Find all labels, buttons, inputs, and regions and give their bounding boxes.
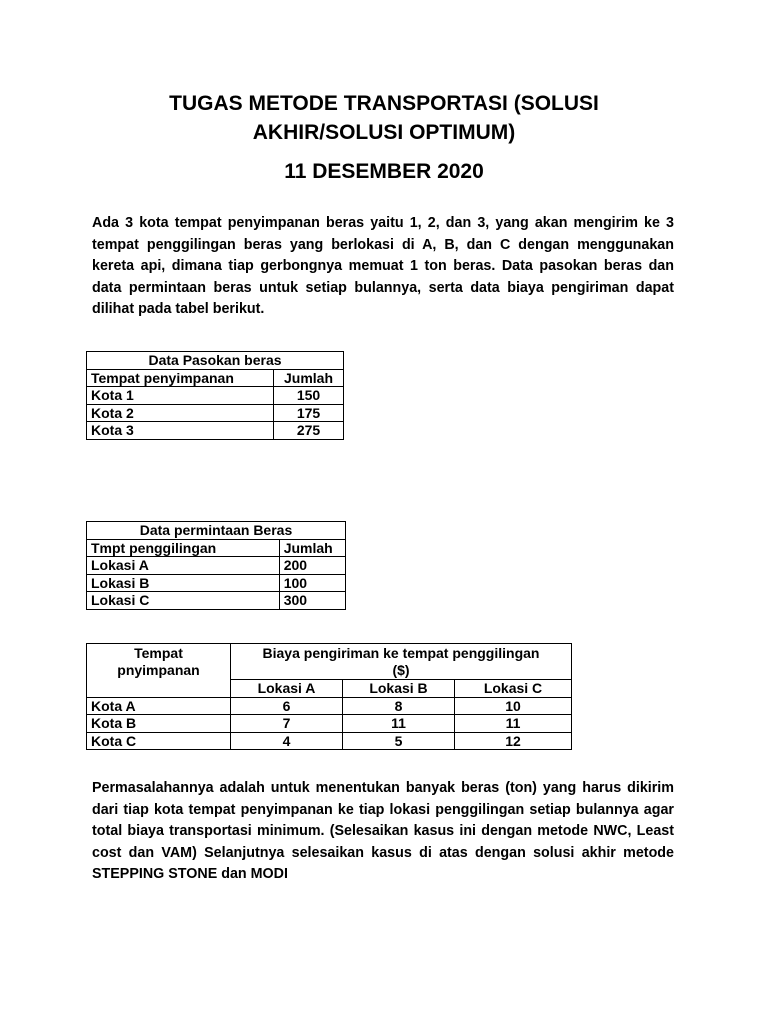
cost-cell: 4 — [231, 732, 343, 750]
demand-cell-amount: 200 — [279, 557, 345, 575]
cost-cell: 8 — [343, 697, 455, 715]
table-row — [87, 697, 572, 715]
cost-column-header: Lokasi C — [455, 680, 572, 698]
table-row — [87, 422, 344, 440]
table-row — [87, 557, 346, 575]
cost-cell: 10 — [455, 697, 572, 715]
supply-table — [86, 351, 344, 440]
table-row — [87, 732, 572, 750]
cost-row-label: Kota B — [87, 715, 231, 733]
cost-row-label: Kota A — [87, 697, 231, 715]
demand-cell-location: Lokasi C — [87, 592, 280, 610]
cost-table — [86, 643, 572, 750]
cost-corner-line-2: pnyimpanan — [117, 661, 200, 678]
supply-header-location: Tempat penyimpanan — [87, 369, 274, 387]
table-row — [87, 404, 344, 422]
cost-row-label: Kota C — [87, 732, 231, 750]
table-row — [87, 592, 346, 610]
page-title-line-2: AKHIR/SOLUSI OPTIMUM) — [252, 121, 516, 144]
demand-table — [86, 521, 346, 610]
cost-table-corner — [87, 644, 231, 698]
cost-table-group-header — [231, 644, 572, 680]
demand-cell-amount: 100 — [279, 574, 345, 592]
cost-cell: 5 — [343, 732, 455, 750]
supply-header-amount: Jumlah — [274, 369, 344, 387]
demand-header-location: Tmpt penggilingan — [87, 539, 280, 557]
cost-cell: 7 — [231, 715, 343, 733]
table-row — [87, 715, 572, 733]
cost-group-header-line-1: Biaya pengiriman ke tempat penggilingan — [262, 645, 540, 661]
cost-cell: 6 — [231, 697, 343, 715]
table-row — [87, 387, 344, 405]
demand-cell-location: Lokasi B — [87, 574, 280, 592]
supply-cell-location: Kota 1 — [87, 387, 274, 405]
cost-cell: 11 — [343, 715, 455, 733]
page-title-line-1: TUGAS METODE TRANSPORTASI (SOLUSI — [169, 92, 599, 115]
cost-cell: 11 — [455, 715, 572, 733]
demand-cell-location: Lokasi A — [87, 557, 280, 575]
supply-cell-amount: 275 — [274, 422, 344, 440]
supply-cell-amount: 150 — [274, 387, 344, 405]
demand-header-amount: Jumlah — [279, 539, 345, 557]
demand-table-caption: Data permintaan Beras — [87, 522, 346, 540]
cost-group-header-line-2: ($) — [392, 661, 410, 678]
closing-paragraph: Permasalahannya adalah untuk menentukan banyak beras (ton) yang harus dikirim dari tiap kota tempat penyimpanan ke tiap lokasi penggilingan setiap bulannya agar total biaya transportasi minimum. (Selesaikan kasus ini dengan metode NWC, Least cost dan VAM) Selanjutnya selesaikan kasus di atas dengan solusi akhir metode STEPPING STONE dan MODI — [92, 780, 674, 882]
supply-cell-location: Kota 3 — [87, 422, 274, 440]
cost-corner-line-1: Tempat — [134, 645, 183, 661]
supply-cell-location: Kota 2 — [87, 404, 274, 422]
document-date: 11 DESEMBER 2020 — [284, 160, 484, 183]
intro-paragraph: Ada 3 kota tempat penyimpanan beras yaitu 1, 2, dan 3, yang akan mengirim ke 3 tempat penggilingan beras yang berlokasi di A, B, dan C dengan menggunakan kereta api, dimana tiap gerbongnya memuat 1 ton beras. Data pasokan beras dan data permintaan beras untuk setiap bulannya, serta data biaya pengiriman dapat dilihat pada tabel berikut. — [92, 215, 674, 317]
supply-table-caption: Data Pasokan beras — [87, 352, 344, 370]
demand-cell-amount: 300 — [279, 592, 345, 610]
supply-cell-amount: 175 — [274, 404, 344, 422]
cost-cell: 12 — [455, 732, 572, 750]
table-row — [87, 574, 346, 592]
cost-column-header: Lokasi B — [343, 680, 455, 698]
cost-column-header: Lokasi A — [231, 680, 343, 698]
